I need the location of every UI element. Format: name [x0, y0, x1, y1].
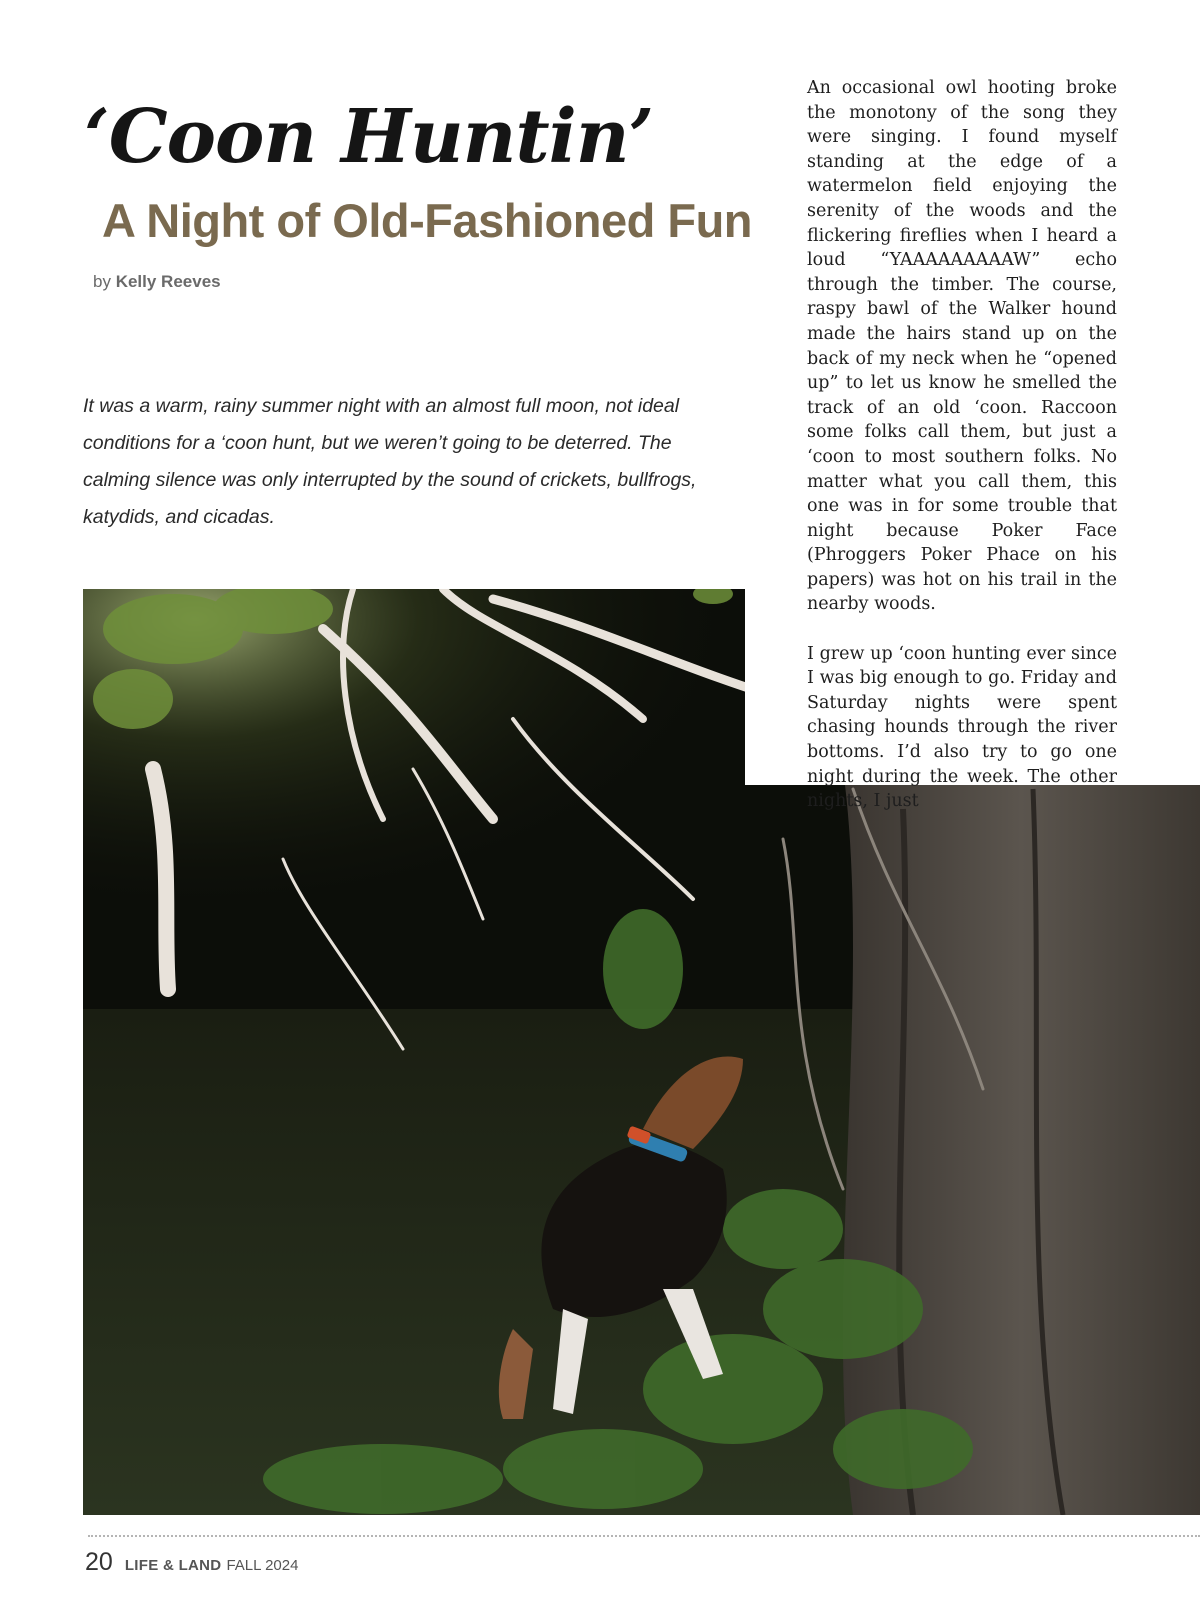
- intro-paragraph: It was a warm, rainy summer night with an almost full moon, not ideal conditions for a ‘coon hunt, but we weren’t going to be deterred. The calming silence was only interrupted by the sound of crickets, bullfrogs, katydids, and cicadas.: [83, 395, 697, 528]
- issue-label: FALL 2024: [226, 1557, 299, 1574]
- footer-divider: [88, 1535, 1200, 1537]
- magazine-name: LIFE & LAND: [124, 1557, 222, 1574]
- body-paragraph: An occasional owl hooting broke the monotony of the song they were singing. I found myself standing at the edge of a watermelon field enjoying the serenity of the woods and the flickering fireflies when I heard a loud “YAAAAAAAAAW” echo through the timber. The course, raspy bawl of the Walker hound made the hairs stand up on the back of my neck when he “opened up” to let us know he smelled the track of an old ‘coon. Raccoon some folks call them, but just a ‘coon to most southern folks. No matter what you call them, this one was in for some trouble that night because Poker Face (Phroggers Poker Phace on his papers) was hot on his trail in the nearby woods.: [807, 78, 1117, 615]
- page-footer: [85, 1548, 298, 1577]
- byline: [93, 272, 221, 292]
- body-paragraph: I grew up ‘coon hunting ever since I was big enough to go. Friday and Saturday nights were spent chasing hounds through the river bottoms. I’d also try to go one night during the week. The other nights, I just: [807, 643, 1117, 812]
- body-column: [807, 76, 1117, 814]
- article-subtitle: A Night of Old-Fashioned Fun: [102, 194, 752, 247]
- byline-author: Kelly Reeves: [115, 272, 221, 291]
- page-number: 20: [85, 1548, 113, 1576]
- byline-prefix: by: [93, 272, 111, 291]
- article-title: ‘Coon Huntin’: [84, 94, 654, 180]
